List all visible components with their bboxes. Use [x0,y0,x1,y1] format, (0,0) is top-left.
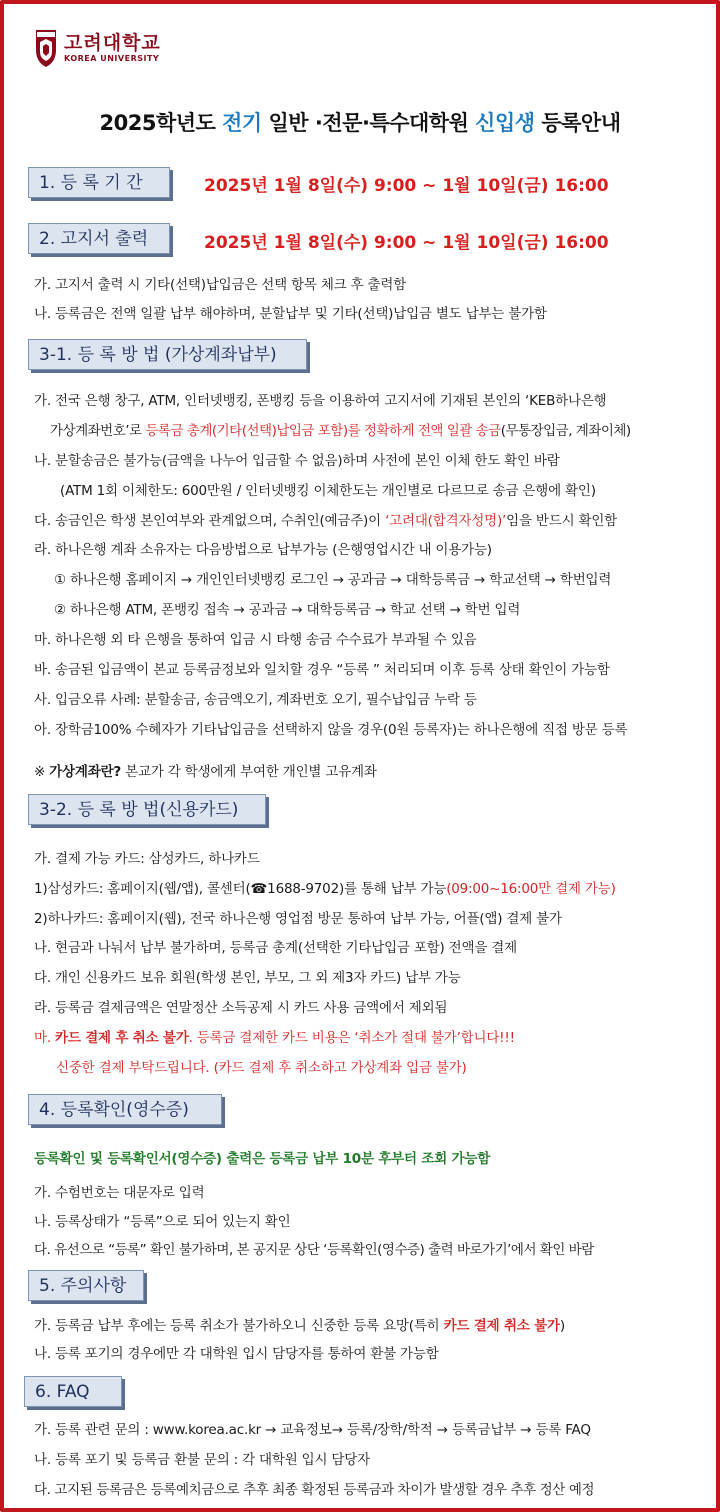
section-3-2-line-3: 2)하나카드: 홈페이지(웹), 전국 하나은행 영업점 방문 통하여 납부 가능, 어플(앱) 결제 불가 [34,911,562,927]
section-2-line-1: 가. 고지서 출력 시 기타(선택)납입금은 선택 항목 체크 후 출력함 [34,277,407,293]
section-6-line-1: 가. 등록 관련 문의 : www.korea.ac.kr → 교육정보→ 등록/장학/학적 → 등록금납부 → 등록 FAQ [34,1422,591,1438]
section-3-1-line-8: ② 하나은행 ATM, 폰뱅킹 접속 → 공과금 → 대학등록금 → 학교 선택 → 학번 입력 [54,602,521,618]
section-6-heading: 6. FAQ [24,1376,122,1407]
section-2-line-2: 나. 등록금은 전액 일괄 납부 해야하며, 분할납부 및 기타(선택)납입금 별도 납부는 불가함 [34,306,547,322]
section-5-line-2: 나. 등록 포기의 경우에만 각 대학원 입시 담당자를 통하여 환불 가능함 [34,1346,439,1362]
virtual-account-note: ※ 가상계좌란? 본교가 각 학생에게 부여한 개인별 고유계좌 [34,764,377,780]
university-seal-icon [34,28,58,68]
section-3-2-line-7: 마. 카드 결제 후 취소 불가. 등록금 결제한 카드 비용은 ‘취소가 절대 불가’합니다!!! [34,1030,515,1046]
section-1-heading: 1. 등 록 기 간 [28,167,170,198]
section-3-1-line-11: 사. 입금오류 사례: 분할송금, 송금액오기, 계좌번호 오기, 필수납입금 누락 등 [34,692,477,708]
section-3-2-line-2: 1)삼성카드: 홈페이지(웹/앱), 콜센터(☎1688-9702)를 통해 납부 가능(09:00~16:00만 결제 가능) [34,881,616,897]
section-3-1-line-2: 가상계좌번호’로 등록금 총계(기타(선택)납입금 포함)를 정확하게 전액 일괄 송금(무통장입금, 계좌이체) [50,423,631,439]
section-6-line-2: 나. 등록 포기 및 등록금 환불 문의 : 각 대학원 입시 담당자 [34,1452,370,1468]
section-3-2-line-5: 다. 개인 신용카드 보유 회원(학생 본인, 부모, 그 외 제3자 카드) 납부 가능 [34,970,461,986]
section-3-2-line-1: 가. 결제 가능 카드: 삼성카드, 하나카드 [34,851,260,867]
section-3-2-line-8: 신중한 결제 부탁드립니다. (카드 결제 후 취소하고 가상계좌 입금 불가) [56,1060,467,1076]
page-title: 2025학년도 전기 일반 ·전문·특수대학원 신입생 등록안내 [99,111,621,135]
section-6-line-3: 다. 고지된 등록금은 등록예치금으로 추후 최종 확정된 등록금과 차이가 발생할 경우 추후 정산 예정 [34,1482,595,1498]
logo-korean-name: 고려대학교 [64,31,161,54]
logo-english-name: KOREA UNIVERSITY [64,53,160,63]
section-3-1-line-6: 라. 하나은행 계좌 소유자는 다음방법으로 납부가능 (은행영업시간 내 이용가능) [34,542,492,558]
section-4-line-1: 가. 수험번호는 대문자로 입력 [34,1185,205,1201]
section-3-2-line-4: 나. 현금과 나눠서 납부 불가하며, 등록금 총계(선택한 기타납입금 포함) 전액을 결제 [34,940,517,956]
section-3-2-heading: 3-2. 등 록 방 법(신용카드) [28,794,266,825]
section-3-1-heading: 3-1. 등 록 방 법 (가상계좌납부) [28,339,307,370]
section-4-line-2: 나. 등록상태가 “등록”으로 되어 있는지 확인 [34,1214,291,1230]
section-4-heading: 4. 등록확인(영수증) [28,1094,222,1125]
section-4-line-3: 다. 유선으로 “등록” 확인 불가하며, 본 공지문 상단 ‘등록확인(영수증) 출력 바로가기’에서 확인 바람 [34,1242,594,1258]
section-3-1-line-5: 다. 송금인은 학생 본인여부와 관계없으며, 수취인(예금주)이 ‘고려대(합격자성명)’임을 반드시 확인함 [34,513,618,529]
section-3-1-line-1: 가. 전국 은행 창구, ATM, 인터넷뱅킹, 폰뱅킹 등을 이용하여 고지서에 기재된 본인의 ‘KEB하나은행 [34,393,607,409]
section-5-heading: 5. 주의사항 [28,1270,144,1301]
section-2-date: 2025년 1월 8일(수) 9:00 ~ 1월 10일(금) 16:00 [204,233,609,253]
section-2-heading: 2. 고지서 출력 [28,223,170,254]
section-3-1-line-12: 아. 장학금100% 수혜자가 기타납입금을 선택하지 않을 경우(0원 등록자)는 하나은행에 직접 방문 등록 [34,722,628,738]
section-3-1-line-4: (ATM 1회 이체한도: 600만원 / 인터넷뱅킹 이체한도는 개인별로 다르므로 송금 은행에 확인) [60,483,596,499]
section-4-highlight: 등록확인 및 등록확인서(영수증) 출력은 등록금 납부 10분 후부터 조회 가능함 [34,1151,491,1167]
section-5-line-1: 가. 등록금 납부 후에는 등록 취소가 불가하오니 신중한 등록 요망(특히 카드 결제 취소 불가) [34,1318,565,1334]
section-3-1-line-7: ① 하나은행 홈페이지 → 개인인터넷뱅킹 로그인 → 공과금 → 대학등록금 → 학교선택 → 학번입력 [54,572,612,588]
section-3-2-line-6: 라. 등록금 결제금액은 연말정산 소득공제 시 카드 사용 금액에서 제외됨 [34,1000,448,1016]
section-3-1-line-10: 바. 송금된 입금액이 본교 등록금정보와 일치할 경우 “등록 ” 처리되며 이후 등록 상태 확인이 가능함 [34,662,610,678]
section-3-1-line-9: 마. 하나은행 외 타 은행을 통하여 입금 시 타행 송금 수수료가 부과될 수 있음 [34,632,477,648]
korea-university-logo [34,28,161,68]
section-1-date: 2025년 1월 8일(수) 9:00 ~ 1월 10일(금) 16:00 [204,176,609,196]
section-3-1-line-3: 나. 분할송금은 불가능(금액을 나누어 입금할 수 없음)하며 사전에 본인 이체 한도 확인 바람 [34,453,560,469]
